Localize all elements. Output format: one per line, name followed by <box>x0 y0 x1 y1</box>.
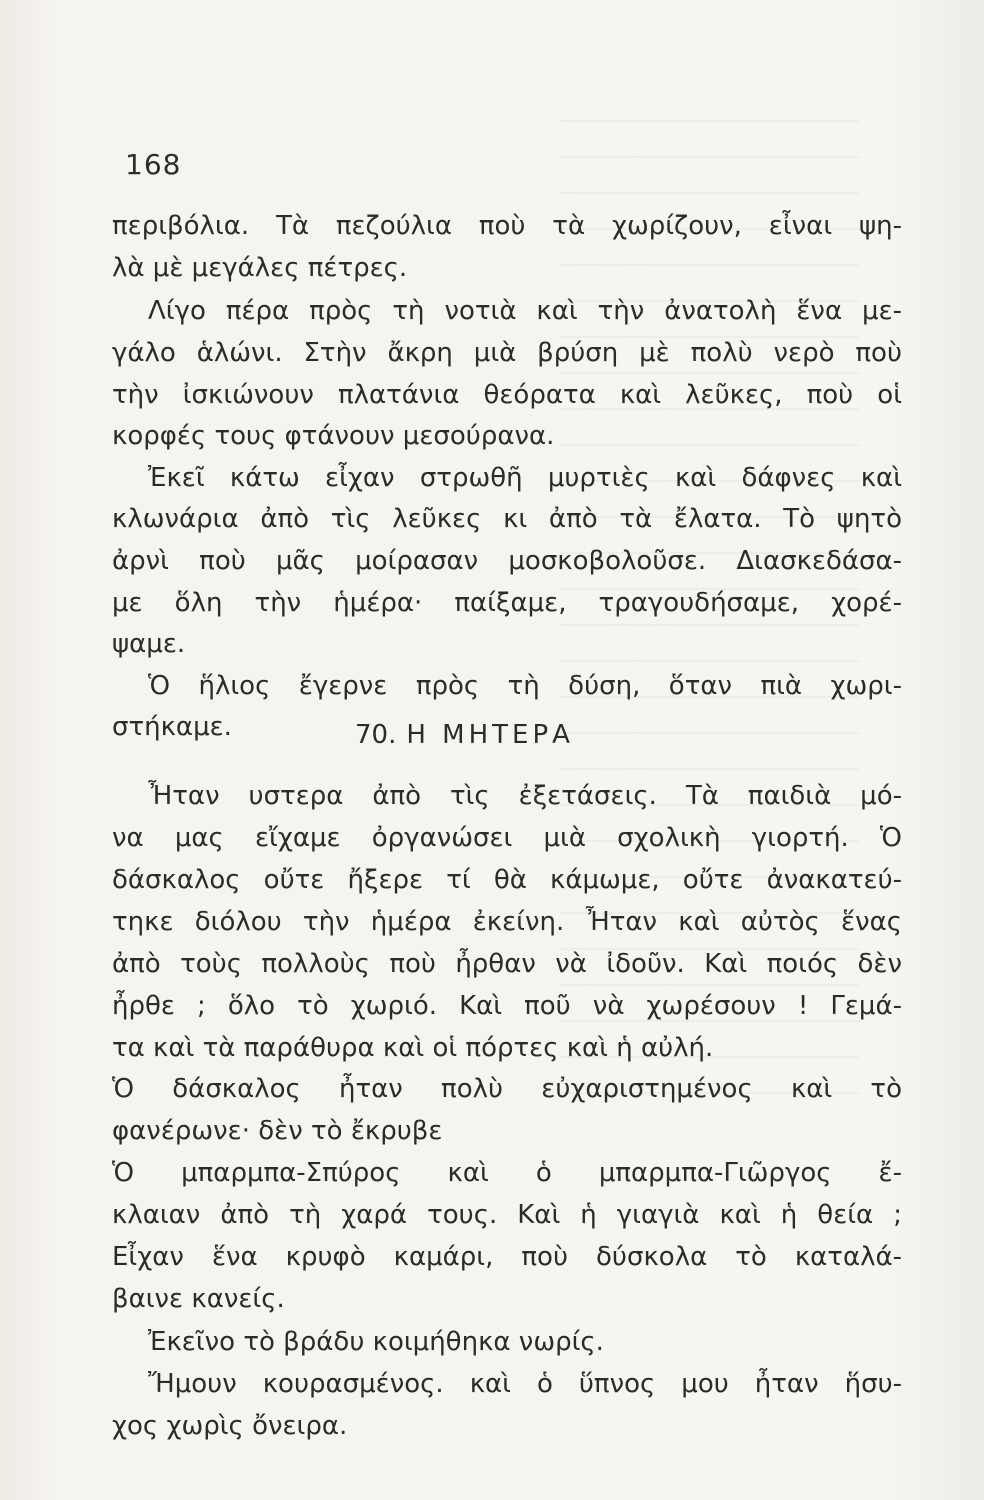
text-line: Εἶχαν ἕνα κρυφὸ καμάρι, ποὺ δύσκολα τὸ καταλά- <box>112 1242 902 1272</box>
text-line: ἀπὸ τοὺς πολλοὺς ποὺ ἦρθαν νὰ ἰδοῦν. Καὶ ποιός δὲν <box>112 949 902 979</box>
text-line: φανέρωνε· δὲν τὸ ἔκρυβε <box>112 1116 443 1146</box>
text-line: ἦρθε ; ὅλο τὸ χωριό. Καὶ ποῦ νὰ χωρέσουν ! Γεμά- <box>112 991 902 1021</box>
text-line: Ἦταν υστερα ἀπὸ τὶς ἐξετάσεις. Τὰ παιδιὰ μό- <box>148 781 902 811</box>
text-line: περιβόλια. Τὰ πεζούλια ποὺ τὰ χωρίζουν, εἶναι ψη- <box>112 211 902 241</box>
text-line: Λίγο πέρα πρὸς τὴ νοτιὰ καὶ τὴν ἀνατολὴ ἕνα με- <box>148 296 902 326</box>
text-line: να μας εἴχαμε ὀργανώσει μιὰ σχολικὴ γιορτή. Ὁ <box>112 823 902 853</box>
text-line: Ὁ δάσκαλος ἦταν πολὺ εὐχαριστημένος καὶ τὸ <box>112 1074 902 1104</box>
text-line: Ἐκεῖνο τὸ βράδυ κοιμήθηκα νωρίς. <box>148 1327 604 1357</box>
text-line: με ὅλη τὴν ἡμέρα· παίξαμε, τραγουδήσαμε, χορέ- <box>112 588 902 618</box>
text-line: Ἐκεῖ κάτω εἶχαν στρωθῆ μυρτιὲς καὶ δάφνες καὶ <box>148 463 902 493</box>
section-title: Η ΜΗΤΕΡΑ <box>406 720 574 750</box>
text-line: βαινε κανείς. <box>112 1284 285 1314</box>
text-line: Ὁ ἥλιος ἔγερνε πρὸς τὴ δύση, ὅταν πιὰ χωρι- <box>148 671 902 701</box>
text-line: τηκε διόλου τὴν ἡμέρα ἐκείνη. Ἦταν καὶ αὐτὸς ἕνας <box>112 907 902 937</box>
section-number: 70. <box>355 720 397 750</box>
text-line: τα καὶ τὰ παράθυρα καὶ οἱ πόρτες καὶ ἡ αὐλή. <box>112 1033 714 1063</box>
text-line: γάλο ἁλώνι. Στὴν ἄκρη μιὰ βρύση μὲ πολὺ νερὸ ποὺ <box>112 338 902 368</box>
text-line: ψαμε. <box>112 629 186 659</box>
text-line: χος χωρὶς ὄνειρα. <box>112 1411 348 1441</box>
text-line: στήκαμε. <box>112 712 232 742</box>
text-line: λὰ μὲ μεγάλες πέτρες. <box>112 253 408 283</box>
text-line: κλαιαν ἀπὸ τὴ χαρά τους. Καὶ ἡ γιαγιὰ καὶ ἡ θεία ; <box>112 1200 902 1230</box>
page-number: 168 <box>125 148 182 181</box>
text-line: τὴν ἰσκιώνουν πλατάνια θεόρατα καὶ λεῦκες, ποὺ οἱ <box>112 380 902 410</box>
text-line: κορφές τους φτάνουν μεσούρανα. <box>112 421 555 451</box>
text-line: δάσκαλος οὔτε ἤξερε τί θὰ κάμωμε, οὔτε ἀνακατεύ- <box>112 865 902 895</box>
section-heading <box>355 720 574 750</box>
text-line: ἀρνὶ ποὺ μᾶς μοίρασαν μοσκοβολοῦσε. Διασκεδάσα- <box>112 546 902 576</box>
text-line: Ὁ μπαρμπα-Σπύρος καὶ ὁ μπαρμπα-Γιῶργος ἔ- <box>112 1158 902 1188</box>
text-line: Ἤμουν κουρασμένος. καὶ ὁ ὕπνος μου ἦταν ἥσυ- <box>148 1369 902 1399</box>
text-line: κλωνάρια ἀπὸ τὶς λεῦκες κι ἀπὸ τὰ ἔλατα. Τὸ ψητὸ <box>112 504 902 534</box>
